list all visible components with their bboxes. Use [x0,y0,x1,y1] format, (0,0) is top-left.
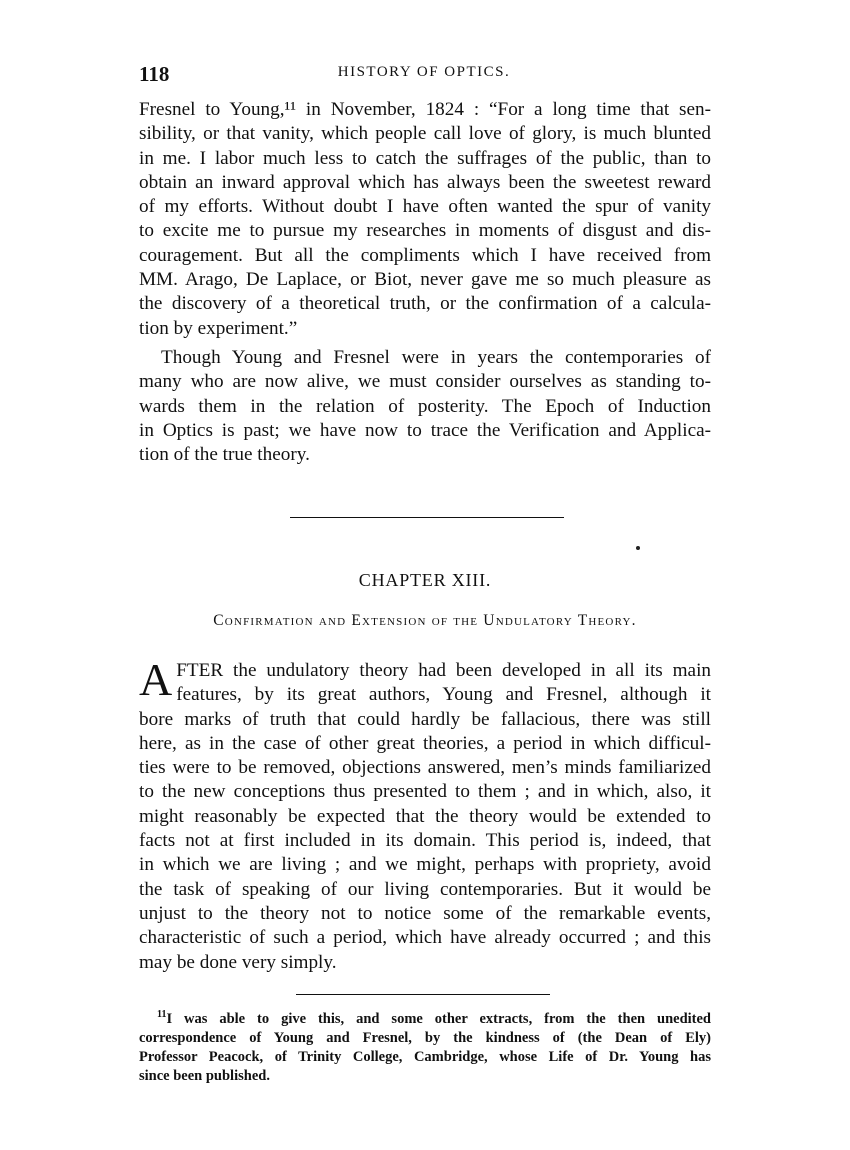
text-line: ties were to be removed, objections answered, men’s minds familiarized [139,757,711,779]
text-line: here, as in the case of other great theories, a period in which difficul- [139,732,711,754]
text-line: couragement. But all the compliments which I have received from [139,244,711,266]
text-line: features, by its great authors, Young and Fresnel, although it [176,684,711,706]
drop-cap: A [139,654,173,705]
text-line: bore marks of truth that could hardly be fallacious, there was still [139,708,711,730]
page-header [139,62,709,88]
footnote-line: Professor Peacock, of Trinity College, Cambridge, whose Life of Dr. Young has [139,1048,711,1065]
epoch-paragraph [139,346,711,467]
footnote-divider [296,994,550,995]
page-number: 118 [139,62,170,86]
text-line: Though Young and Fresnel were in years the contemporaries of [161,347,711,368]
text-line: obtain an inward approval which has always been the sweetest reward [139,171,711,193]
running-head: HISTORY OF OPTICS. [337,64,511,80]
text-line: might reasonably be expected that the theory would be extended to [139,805,711,827]
text-line: in which we are living ; and we might, perhaps with propriety, avoid [139,854,711,876]
text-line: tion of the true theory. [139,444,310,466]
text-line: facts not at first included in its domain. This period is, indeed, that [139,830,711,852]
quotation-paragraph [139,98,711,341]
footnote [139,1005,711,1086]
text-line: sibility, or that vanity, which people call love of glory, is much blunted [139,123,711,145]
text-line: MM. Arago, De Laplace, or Biot, never gave me so much pleasure as [139,269,711,291]
text-line: to the new conceptions thus presented to them ; and in which, also, it [139,781,711,803]
text-line: to excite me to pursue my researches in moments of disgust and dis- [139,220,711,242]
text-line: wards them in the relation of posterity. The Epoch of Induction [139,395,711,417]
footnote-line [139,1005,711,1029]
text-line: in Optics is past; we have now to trace the Verification and Applica- [139,419,711,441]
text-line: tion by experiment.” [139,317,298,339]
text-line: in me. I labor much less to catch the suffrages of the public, than to [139,147,711,169]
text-line: characteristic of such a period, which have already occurred ; and this [139,927,711,949]
footnote-line: correspondence of Young and Fresnel, by the kindness of (the Dean of Ely) [139,1029,711,1046]
text-line: may be done very simply. [139,951,337,973]
footnote-text: I was able to give this, and some other extracts, from the then unedited [166,1010,711,1027]
text-line: unjust to the theory not to notice some of the remarkable events, [139,902,711,924]
text-line: the discovery of a theoretical truth, or the confirmation of a calcula- [139,293,711,315]
footnote-line: since been published. [139,1067,270,1084]
text-line: the task of speaking of our living contemporaries. But it would be [139,878,711,900]
section-divider [290,517,564,518]
chapter-subtitle: Confirmation and Extension of the Undulatory Theory. [213,612,637,629]
footnote-marker: 11 [157,1009,167,1020]
chapter-title: CHAPTER XIII. [358,570,492,590]
stray-mark [636,546,640,550]
chapter-opening-paragraph [139,654,711,975]
text-line: Fresnel to Young,¹¹ in November, 1824 : “For a long time that sen- [139,99,711,120]
text-line: of my efforts. Without doubt I have often wanted the spur of vanity [139,196,711,218]
text-line: FTER the undulatory theory had been developed in all its main [176,660,711,681]
text-line: many who are now alive, we must consider ourselves as standing to- [139,371,711,393]
